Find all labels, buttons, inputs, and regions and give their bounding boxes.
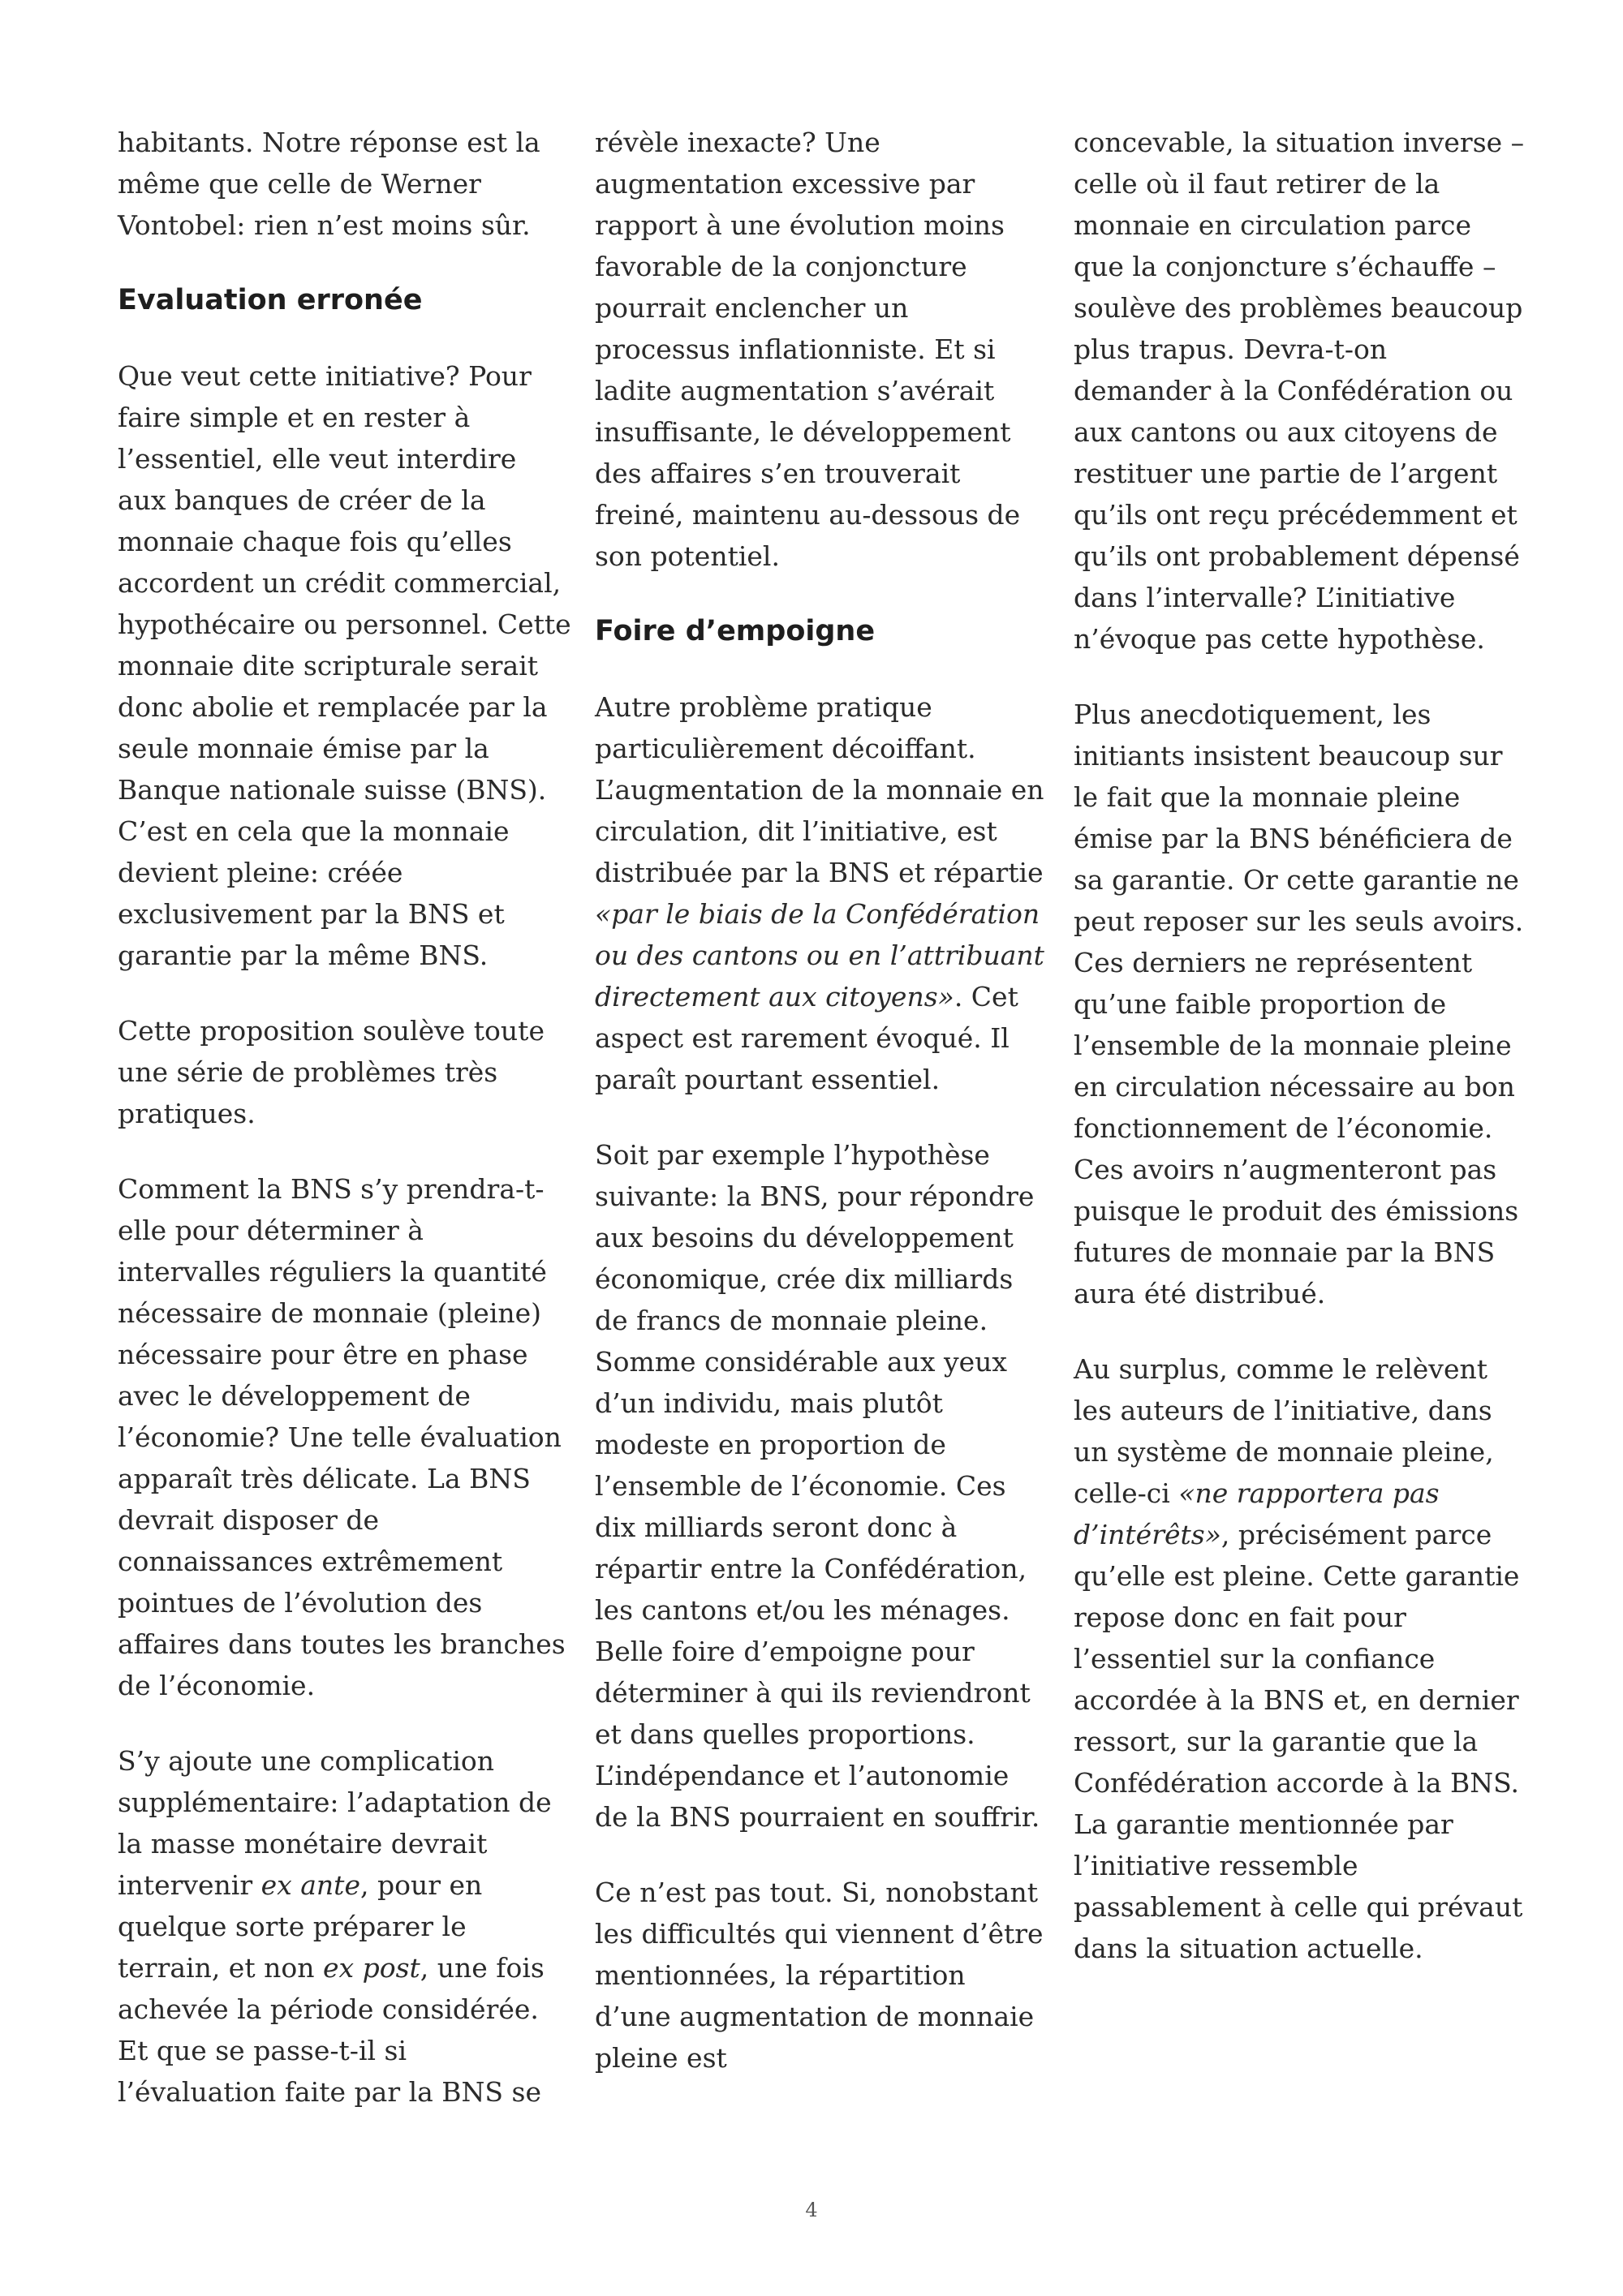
text-run: . Cet aspect est rarement évoqué. Il paraît pourtant essentiel. xyxy=(595,981,1018,1095)
paragraph: révèle inexacte? Une augmentation excessive par rapport à une évolution moins favorable de la conjoncture pourrait enclencher un processus inflationniste. Et si ladite augmentation s’avérait insuffisante, le développement des affaires s’en trouverait freiné, maintenu au-dessous de son potentiel. xyxy=(595,127,1021,572)
paragraph: Cette proposition soulève toute une série de problèmes très pratiques. xyxy=(118,1015,545,1129)
paragraph: Ce n’est pas tout. Si, nonobstant les difficultés qui viennent d’être mentionnées, la répartition d’une augmentation de monnaie pleine est xyxy=(595,1877,1044,2074)
paragraph: concevable, la situation inverse – celle où il faut retirer de la monnaie en circulation parce que la conjoncture s’échauffe – soulève des problèmes beaucoup plus trapus. Devra-t-on demander à la Confédération ou aux cantons ou aux citoyens de restituer une partie de l’argent qu’ils ont reçu précédemment et qu’ils ont probablement dépensé dans l’intervalle? L’initiative n’évoque pas cette hypothèse. xyxy=(1074,127,1525,655)
section-heading-foire: Foire d’empoigne xyxy=(595,615,876,647)
italic-term: ex post xyxy=(322,1952,420,1984)
text-column-1 xyxy=(118,122,572,2147)
paragraph xyxy=(1074,1348,1528,1969)
text-run: , pour en quelque sorte préparer le terrain, et non xyxy=(118,1869,483,1984)
page-number: 4 xyxy=(805,2199,818,2221)
italic-term: ex ante xyxy=(260,1869,360,1901)
paragraph: Plus anecdotiquement, les initiants insistent beaucoup sur le fait que la monnaie pleine émise par la BNS bénéficiera de sa garantie. Or cette garantie ne peut reposer sur les seuls avoirs. Ces derniers ne représentent qu’une faible proportion de l’ensemble de la monnaie pleine en circulation nécessaire au bon fonctionnement de l’économie. Ces avoirs n’augmenteront pas puisque le produit des émissions futures de monnaie par la BNS aura été distribué. xyxy=(1074,699,1524,1309)
paragraph: habitants. Notre réponse est la même que celle de Werner Vontobel: rien n’est moins sûr. xyxy=(118,127,540,241)
paragraph: Que veut cette initiative? Pour faire simple et en rester à l’essentiel, elle veut interdire aux banques de créer de la monnaie chaque fois qu’elles accordent un crédit commercial, hypothécaire ou personnel. Cette monnaie dite scripturale serait donc abolie et remplacée par la seule monnaie émise par la Banque nationale suisse (BNS). C’est en cela que la monnaie devient pleine: créée exclusivement par la BNS et garantie par la même BNS. xyxy=(118,360,571,971)
text-run: , une fois achevée la période considérée. Et que se passe-t-il si l’évaluation faite par la BNS se xyxy=(118,1952,545,2108)
section-heading-evaluation: Evaluation erronée xyxy=(118,284,423,316)
text-run: S’y ajoute une complication supplémentaire: l’adaptation de la masse monétaire devrait intervenir xyxy=(118,1745,552,1901)
italic-quote: «par le biais de la Confédération ou des cantons ou en l’attribuant directement aux citoyens» xyxy=(595,898,1044,1013)
paragraph xyxy=(118,1740,572,2113)
paragraph: Comment la BNS s’y prendra-t-elle pour déterminer à intervalles réguliers la quantité nécessaire de monnaie (pleine) nécessaire pour être en phase avec le développement de l’économie? Une telle évaluation apparaît très délicate. La BNS devrait disposer de connaissances extrêmement pointues de l’évolution des affaires dans toutes les branches de l’économie. xyxy=(118,1173,566,1701)
paragraph: Soit par exemple l’hypothèse suivante: la BNS, pour répondre aux besoins du développement économique, crée dix milliards de francs de monnaie pleine. Somme considérable aux yeux d’un individu, mais plutôt modeste en proportion de l’ensemble de l’économie. Ces dix milliards seront donc à répartir entre la Confédération, les cantons et/ou les ménages. Belle foire d’empoigne pour déterminer à qui ils reviendront et dans quelles proportions. L’indépendance et l’autonomie de la BNS pourraient en souffrir. xyxy=(595,1139,1040,1833)
text-column-3 xyxy=(1074,122,1528,2003)
paragraph xyxy=(595,686,1049,1100)
italic-quote: «ne rapportera pas d’intérêts» xyxy=(1074,1477,1440,1550)
text-run: , précisément parce qu’elle est pleine. Cette garantie repose donc en fait pour l’essentiel sur la confiance accordée à la BNS et, en dernier ressort, sur la garantie que la Confédération accorde à la BNS. La garantie mentionnée par l’initiative ressemble passablement à celle qui prévaut dans la situation actuelle. xyxy=(1074,1519,1523,1964)
text-column-2 xyxy=(595,122,1049,2113)
text-run: Au surplus, comme le relèvent les auteurs de l’initiative, dans un système de monnaie pleine, celle-ci xyxy=(1074,1353,1494,1509)
text-run: Autre problème pratique particulièrement décoiffant. L’augmentation de la monnaie en circulation, dit l’initiative, est distribuée par la BNS et répartie xyxy=(595,691,1044,888)
